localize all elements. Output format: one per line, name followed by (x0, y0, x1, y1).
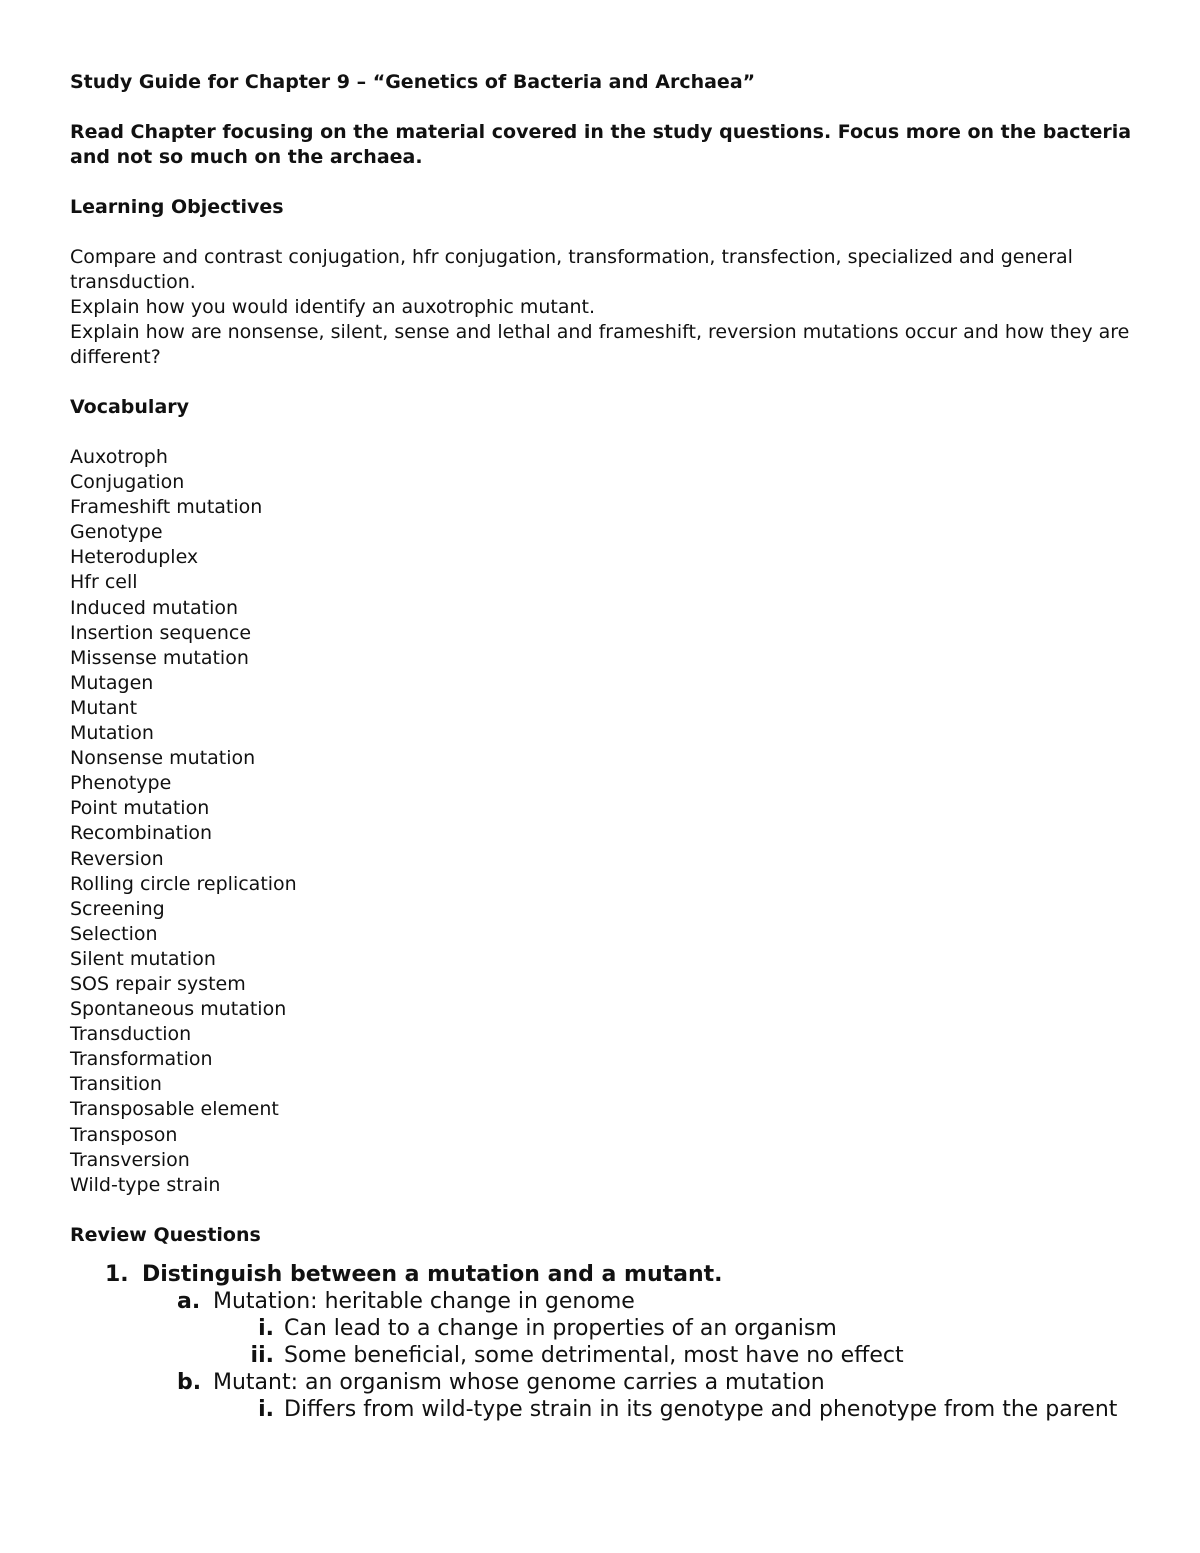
answer-letter: a. (177, 1288, 201, 1314)
document-title: Study Guide for Chapter 9 – “Genetics of Bacteria and Archaea” (70, 71, 756, 93)
vocabulary-term: Heteroduplex (70, 546, 199, 569)
question-number: 1. (105, 1261, 129, 1287)
spacer (70, 420, 1140, 445)
spacer (70, 170, 1140, 195)
vocabulary-term: Conjugation (70, 471, 185, 494)
spacer (70, 220, 1140, 245)
vocabulary-term: Phenotype (70, 772, 172, 795)
answer-text: Mutation: heritable change in genome (213, 1288, 635, 1314)
vocabulary-term: Point mutation (70, 797, 210, 820)
spacer (70, 1198, 1140, 1223)
vocabulary-term: Missense mutation (70, 646, 249, 669)
vocabulary-term: Transduction (70, 1023, 192, 1046)
document-page (70, 70, 1140, 1423)
objective-item: Compare and contrast conjugation, hfr conjugation, transformation, transfection, specialized and general transduction. (70, 246, 1073, 293)
detail-list (142, 1315, 1140, 1369)
vocabulary-term: Induced mutation (70, 596, 239, 619)
vocabulary-term: Selection (70, 922, 158, 945)
vocabulary-term: Rolling circle replication (70, 872, 297, 895)
vocabulary-term: Spontaneous mutation (70, 998, 287, 1021)
detail-item (213, 1342, 1140, 1369)
vocabulary-term: Transformation (70, 1048, 213, 1071)
vocabulary-heading: Vocabulary (70, 396, 190, 418)
vocabulary-term: Silent mutation (70, 947, 216, 970)
detail-numeral: i. (258, 1315, 274, 1341)
review-questions-list (70, 1261, 1140, 1423)
review-questions-heading: Review Questions (70, 1223, 261, 1246)
vocabulary-term: Transition (70, 1073, 162, 1096)
reading-instructions: Read Chapter focusing on the material covered in the study questions. Focus more on the bacteria and not so much on the archaea. (70, 121, 1132, 168)
review-question (70, 1261, 1140, 1423)
detail-text: Some beneficial, some detrimental, most have no effect (284, 1342, 904, 1368)
spacer (70, 370, 1140, 395)
detail-numeral: i. (258, 1396, 274, 1422)
vocabulary-term: Transposable element (70, 1098, 279, 1121)
vocabulary-term: Reversion (70, 847, 164, 870)
vocabulary-term: Genotype (70, 521, 163, 544)
detail-text: Can lead to a change in properties of an organism (284, 1315, 837, 1341)
learning-objectives-heading: Learning Objectives (70, 196, 284, 218)
answer-list (70, 1288, 1140, 1423)
answer-letter: b. (177, 1369, 202, 1395)
vocabulary-term: Mutation (70, 722, 154, 745)
answer-text: Mutant: an organism whose genome carries a mutation (213, 1369, 825, 1395)
vocabulary-term: SOS repair system (70, 972, 246, 995)
vocabulary-term: Screening (70, 897, 165, 920)
vocabulary-term: Recombination (70, 822, 213, 845)
detail-numeral: ii. (250, 1342, 274, 1368)
objective-item: Explain how you would identify an auxotrophic mutant. (70, 296, 596, 318)
question-text: Distinguish between a mutation and a mutant. (142, 1261, 723, 1287)
objective-item: Explain how are nonsense, silent, sense and lethal and frameshift, reversion mutations occur and how they are different? (70, 321, 1130, 368)
vocabulary-term: Mutagen (70, 671, 154, 694)
detail-item (213, 1396, 1140, 1423)
vocabulary-term: Nonsense mutation (70, 747, 256, 770)
answer-item (142, 1288, 1140, 1369)
spacer (70, 95, 1140, 120)
vocabulary-term: Hfr cell (70, 571, 138, 594)
vocabulary-term: Auxotroph (70, 446, 168, 468)
detail-text: Differs from wild-type strain in its genotype and phenotype from the parent (284, 1396, 1118, 1422)
vocabulary-term: Frameshift mutation (70, 496, 263, 519)
vocabulary-list (70, 445, 1140, 1198)
detail-list (142, 1396, 1140, 1423)
answer-item (142, 1369, 1140, 1423)
vocabulary-term: Transposon (70, 1123, 178, 1146)
detail-item (213, 1315, 1140, 1342)
vocabulary-term: Insertion sequence (70, 621, 252, 644)
vocabulary-term: Transversion (70, 1148, 190, 1171)
vocabulary-term: Wild-type strain (70, 1173, 221, 1196)
vocabulary-term: Mutant (70, 696, 138, 719)
